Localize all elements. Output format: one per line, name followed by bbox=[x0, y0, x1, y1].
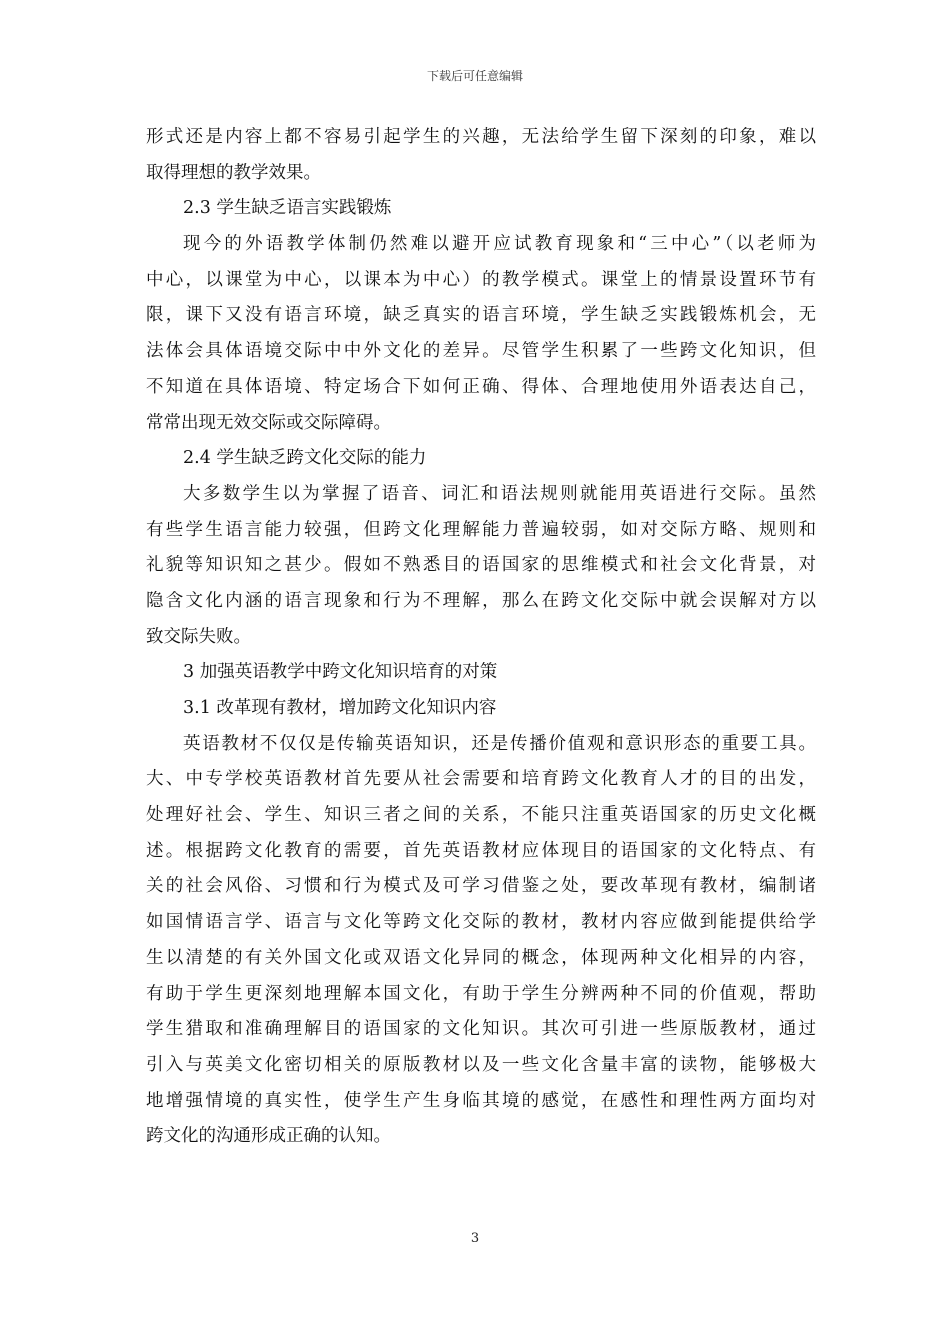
text-line: 如国情语言学、语言与文化等跨文化交际的教材，教材内容应做到能提供给学 bbox=[146, 912, 816, 933]
text-line: 常常出现无效交际或交际障碍。 bbox=[146, 412, 391, 433]
text-line: 跨文化的沟通形成正确的认知。 bbox=[146, 1126, 391, 1147]
text-line: 引入与英美文化密切相关的原版教材以及一些文化含量丰富的读物，能够极大 bbox=[146, 1054, 816, 1075]
text-line: 关的社会风俗、习惯和行为模式及可学习借鉴之处，要改革现有教材，编制诸 bbox=[146, 876, 816, 897]
body-text bbox=[146, 120, 816, 1155]
page-number: 3 bbox=[470, 1231, 480, 1246]
text-line: 现今的外语教学体制仍然难以避开应试教育现象和“三中心”（以老师为 bbox=[183, 234, 816, 255]
text-line: 大、中专学校英语教材首先要从社会需要和培育跨文化教育人才的目的出发， bbox=[146, 769, 816, 790]
text-line: 有助于学生更深刻地理解本国文化，有助于学生分辨两种不同的价值观，帮助 bbox=[146, 983, 816, 1004]
subsection-heading: 3.1 改革现有教材，增加跨文化知识内容 bbox=[183, 698, 497, 718]
text-line: 有些学生语言能力较强，但跨文化理解能力普遍较弱，如对交际方略、规则和 bbox=[146, 519, 816, 540]
text-line: 致交际失败。 bbox=[146, 626, 251, 647]
text-line: 生以清楚的有关外国文化或双语文化异同的概念，体现两种文化相异的内容， bbox=[146, 947, 816, 968]
text-line: 不知道在具体语境、特定场合下如何正确、得体、合理地使用外语表达自己， bbox=[146, 376, 816, 397]
text-line: 中心，以课堂为中心，以课本为中心）的教学模式。课堂上的情景设置环节有 bbox=[146, 269, 816, 290]
section-heading: 2.3 学生缺乏语言实践锻炼 bbox=[183, 198, 392, 219]
text-line: 隐含文化内涵的语言现象和行为不理解，那么在跨文化交际中就会误解对方以 bbox=[146, 590, 816, 611]
text-line: 地增强情境的真实性，使学生产生身临其境的感觉，在感性和理性两方面均对 bbox=[146, 1090, 816, 1111]
text-line: 大多数学生以为掌握了语音、词汇和语法规则就能用英语进行交际。虽然 bbox=[183, 483, 816, 504]
text-line: 法体会具体语境交际中中外文化的差异。尽管学生积累了一些跨文化知识，但 bbox=[146, 341, 816, 362]
section-heading: 3 加强英语教学中跨文化知识培育的对策 bbox=[183, 662, 498, 683]
text-line: 取得理想的教学效果。 bbox=[146, 162, 321, 183]
text-line: 述。根据跨文化教育的需要，首先英语教材应体现目的语国家的文化特点、有 bbox=[146, 840, 816, 861]
section-heading: 2.4 学生缺乏跨文化交际的能力 bbox=[183, 448, 427, 469]
text-line: 形式还是内容上都不容易引起学生的兴趣，无法给学生留下深刻的印象，难以 bbox=[146, 127, 816, 147]
text-line: 礼貌等知识知之甚少。假如不熟悉目的语国家的思维模式和社会文化背景，对 bbox=[146, 555, 816, 576]
text-line: 英语教材不仅仅是传输英语知识，还是传播价值观和意识形态的重要工具。 bbox=[183, 733, 816, 754]
page-header-note: 下载后可任意编辑 bbox=[426, 69, 523, 83]
text-line: 限，课下又没有语言环境，缺乏真实的语言环境，学生缺乏实践锻炼机会，无 bbox=[146, 305, 816, 326]
text-line: 学生猎取和准确理解目的语国家的文化知识。其次可引进一些原版教材，通过 bbox=[146, 1019, 816, 1040]
text-line: 处理好社会、学生、知识三者之间的关系，不能只注重英语国家的历史文化概 bbox=[146, 805, 816, 826]
